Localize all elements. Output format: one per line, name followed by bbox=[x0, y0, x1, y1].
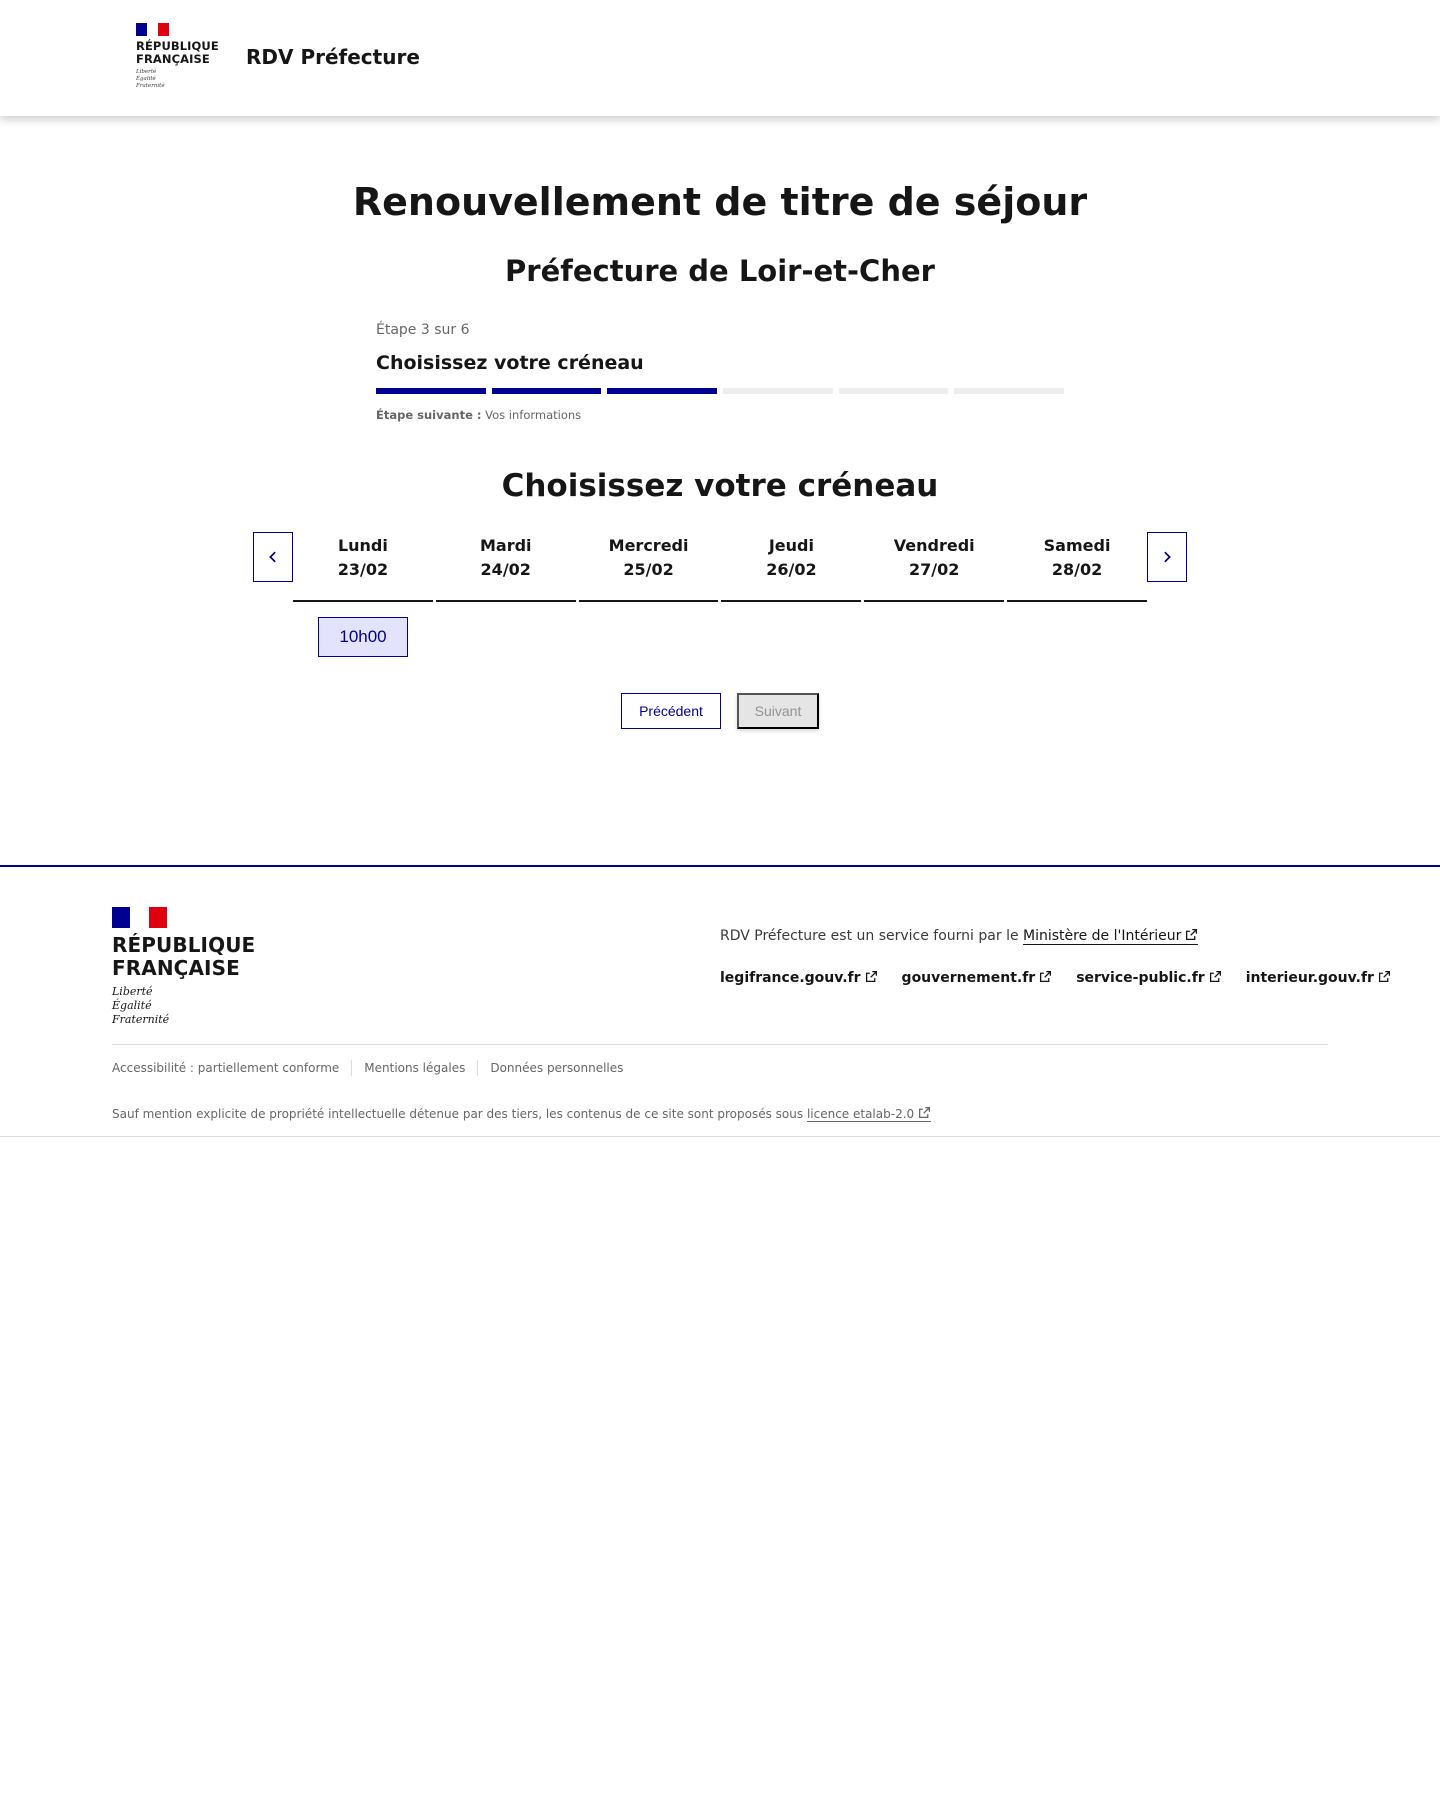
calendar-day bbox=[579, 532, 719, 602]
legal-notice-link[interactable]: Mentions légales bbox=[364, 1061, 466, 1075]
french-flag-icon bbox=[136, 23, 169, 36]
stepper-next-step bbox=[376, 408, 1064, 422]
footer-description-text: RDV Préfecture est un service fourni par le bbox=[720, 928, 1019, 944]
footer-link-legifrance[interactable]: legifrance.gouv.fr bbox=[720, 970, 878, 986]
day-date: 26/02 bbox=[766, 560, 817, 579]
footer-description bbox=[720, 928, 1198, 944]
footer-logo-text: RÉPUBLIQUE FRANÇAISE bbox=[112, 933, 256, 980]
footer-link-interieur[interactable]: interieur.gouv.fr bbox=[1246, 970, 1391, 986]
day-name: Samedi bbox=[1043, 536, 1111, 555]
external-link-icon bbox=[1039, 970, 1052, 983]
calendar-next-button[interactable] bbox=[1147, 532, 1187, 582]
footer-links bbox=[720, 970, 1391, 986]
external-link-icon bbox=[1378, 970, 1391, 983]
external-link-icon bbox=[865, 970, 878, 983]
external-link-icon bbox=[1209, 970, 1222, 983]
footer-divider bbox=[112, 1044, 1328, 1045]
page-title: Renouvellement de titre de séjour bbox=[352, 180, 1088, 224]
day-date: 25/02 bbox=[623, 560, 674, 579]
footer-bottom-links bbox=[112, 1060, 623, 1076]
stepper-next-value: Vos informations bbox=[485, 408, 582, 422]
footer-separator bbox=[351, 1060, 352, 1076]
stepper-bar bbox=[839, 388, 949, 394]
logo-motto: Liberté Égalité Fraternité bbox=[136, 69, 165, 89]
stepper-state: Étape 3 sur 6 bbox=[376, 322, 470, 338]
footer-link-service-public[interactable]: service-public.fr bbox=[1076, 970, 1221, 986]
previous-button[interactable]: Précédent bbox=[621, 693, 721, 729]
calendar-day bbox=[864, 532, 1004, 602]
calendar-prev-button[interactable] bbox=[253, 532, 293, 582]
stepper-next-label: Étape suivante : bbox=[376, 408, 482, 422]
day-name: Jeudi bbox=[768, 536, 814, 555]
stepper-title: Choisissez votre créneau bbox=[376, 352, 644, 374]
stepper-bar bbox=[723, 388, 833, 394]
license-text: Sauf mention explicite de propriété intellectuelle détenue par des tiers, les contenus de ce site sont proposés sous bbox=[112, 1107, 804, 1121]
chevron-left-icon bbox=[266, 550, 280, 564]
day-name: Vendredi bbox=[893, 536, 975, 555]
stepper-bar bbox=[376, 388, 486, 394]
page-subtitle: Préfecture de Loir-et-Cher bbox=[505, 254, 935, 288]
day-name: Mercredi bbox=[608, 536, 689, 555]
day-name: Lundi bbox=[337, 536, 388, 555]
ministere-link[interactable]: Ministère de l'Intérieur bbox=[1023, 928, 1198, 945]
accessibility-link[interactable]: Accessibilité : partiellement conforme bbox=[112, 1061, 340, 1075]
next-button[interactable]: Suivant bbox=[737, 693, 819, 729]
stepper bbox=[376, 322, 1064, 422]
calendar-title: Choisissez votre créneau bbox=[501, 468, 939, 504]
site-header bbox=[0, 0, 1440, 116]
footer-license bbox=[112, 1106, 931, 1121]
external-link-icon bbox=[1185, 928, 1198, 941]
day-date: 28/02 bbox=[1051, 560, 1103, 579]
external-link-icon bbox=[918, 1106, 931, 1119]
day-date: 23/02 bbox=[337, 560, 389, 579]
stepper-progress bbox=[376, 388, 1064, 394]
footer-republique-francaise-logo[interactable] bbox=[112, 907, 255, 1027]
time-slot-button[interactable]: 10h00 bbox=[318, 617, 408, 657]
personal-data-link[interactable]: Données personnelles bbox=[490, 1061, 624, 1075]
day-name: Mardi bbox=[479, 536, 532, 555]
republique-francaise-logo[interactable] bbox=[136, 23, 219, 90]
footer-link-gouvernement[interactable]: gouvernement.fr bbox=[902, 970, 1053, 986]
footer-separator bbox=[477, 1060, 478, 1076]
day-date: 24/02 bbox=[480, 560, 531, 579]
license-link[interactable]: licence etalab-2.0 bbox=[807, 1107, 931, 1122]
stepper-bar bbox=[492, 388, 602, 394]
calendar-day bbox=[1007, 532, 1147, 602]
calendar-day bbox=[436, 532, 576, 602]
french-flag-icon bbox=[112, 907, 167, 928]
site-footer bbox=[0, 865, 1440, 1137]
calendar-day bbox=[293, 532, 433, 602]
calendar-day bbox=[721, 532, 861, 602]
calendar-days bbox=[293, 532, 1147, 602]
stepper-bar bbox=[954, 388, 1064, 394]
service-name[interactable]: RDV Préfecture bbox=[246, 45, 420, 69]
logo-text: RÉPUBLIQUE FRANÇAISE bbox=[136, 39, 219, 66]
chevron-right-icon bbox=[1160, 550, 1174, 564]
stepper-bar bbox=[607, 388, 717, 394]
day-date: 27/02 bbox=[909, 560, 960, 579]
footer-logo-motto: Liberté Égalité Fraternité bbox=[112, 985, 170, 1026]
